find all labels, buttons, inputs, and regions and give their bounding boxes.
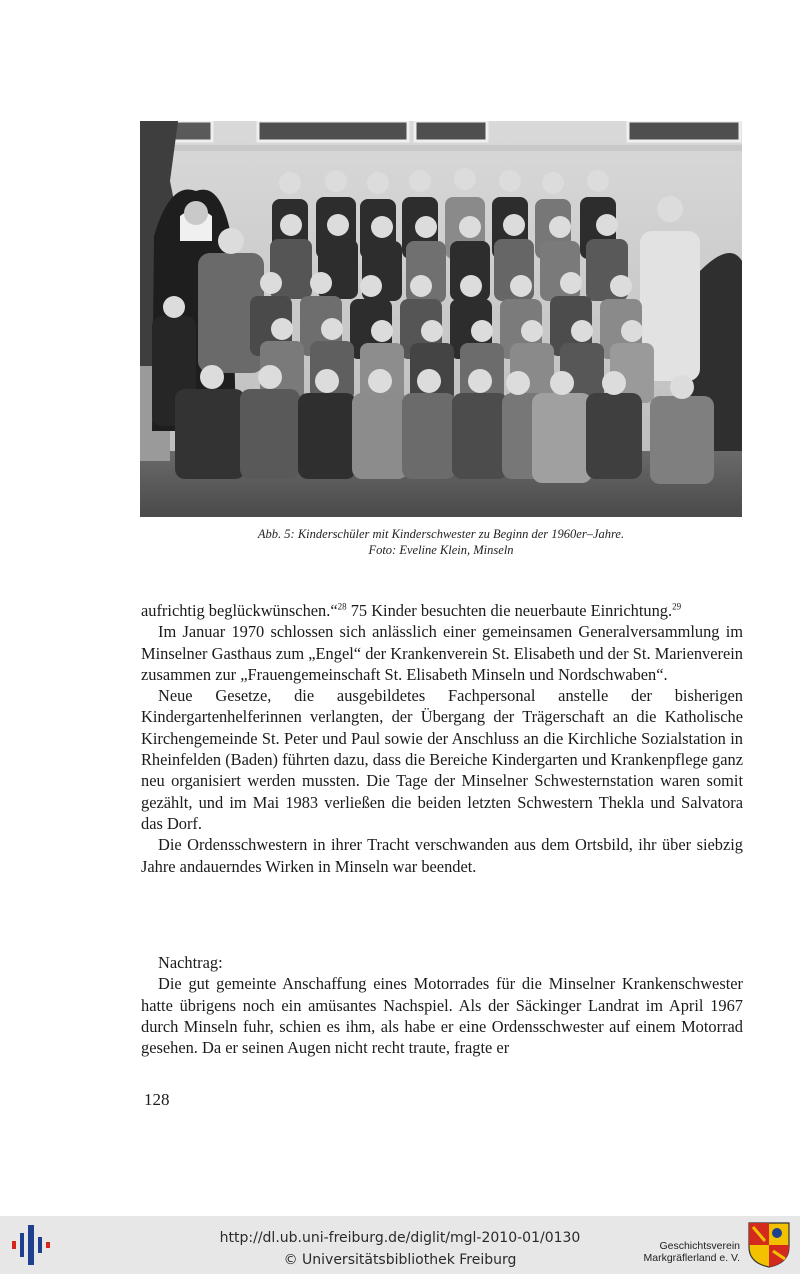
caption-line-2: Foto: Eveline Klein, Minseln [368, 543, 514, 557]
group-photo [140, 121, 742, 517]
photo-illustration [140, 121, 742, 517]
footnote-ref-28: 28 [337, 601, 347, 612]
society-crest-icon [747, 1221, 791, 1269]
body-text-lower [141, 952, 743, 1058]
paragraph-2: Im Januar 1970 schlossen sich anlässlich einer gemeinsamen Generalversammlung im Minselner Gasthaus zum „Engel“ der Krankenverein St. Elisabeth und der St. Marienverein zusammen zur „Frauengemeinschaft St. Elisabeth Minseln und Nordschwaben“. [141, 622, 743, 684]
paragraph-1 [141, 600, 743, 621]
paragraph-3: Neue Gesetze, die ausgebildetes Fachpersonal anstelle der bisherigen Kindergartenhelferinnen verlangten, der Übergang der Trägerschaft an die Katholische Kirchengemeinde St. Peter und Paul sowie der Anschluss an die Kirchliche Sozialstation in Rheinfelden (Baden) führten dazu, dass die Bereiche Kindergarten und Krankenpflege ganz neu organisiert werden mussten. Die Tage der Minselner Schwesternstation waren somit gezählt, und im Mai 1983 verließen die beiden letzten Schwestern Thekla und Salvatora das Dorf. [141, 686, 743, 833]
copyright-text: © Universitätsbibliothek Freiburg [283, 1252, 517, 1268]
paragraph-5: Die gut gemeinte Anschaffung eines Motorrades für die Minselner Krankenschwester hatte übrigens noch ein amüsantes Nachspiel. Als der Säckinger Landrat im April 1967 durch Minseln fuhr, schien es ihm, als habe er eine Ordensschwester auf einem Motorrad gesehen. Da er seinen Augen nicht recht traute, fragte er [141, 974, 743, 1058]
footer-bar [0, 1216, 800, 1274]
source-url-link[interactable]: http://dl.ub.uni-freiburg.de/diglit/mgl-2010-01/0130 [219, 1230, 581, 1246]
society-line-2: Markgräflerland e. V. [643, 1252, 740, 1264]
paragraph-1-text: aufrichtig beglückwünschen.“ [141, 601, 338, 620]
paragraph-4: Die Ordensschwestern in ihrer Tracht verschwanden aus dem Ortsbild, ihr über siebzig Jahre andauerndes Wirken in Minseln war beendet. [141, 835, 743, 876]
page-number: 128 [144, 1090, 170, 1109]
society-line-1: Geschichtsverein [659, 1240, 740, 1252]
figure-caption [140, 526, 742, 558]
nachtrag-heading: Nachtrag: [158, 953, 223, 972]
society-name [644, 1240, 741, 1264]
body-text-upper [141, 600, 743, 877]
footnote-ref-29: 29 [672, 601, 682, 612]
paragraph-1-continuation: 75 Kinder besuchten die neuerbaute Einrichtung. [346, 601, 673, 620]
caption-line-1: Abb. 5: Kinderschüler mit Kinderschwester zu Beginn der 1960er–Jahre. [257, 527, 625, 541]
